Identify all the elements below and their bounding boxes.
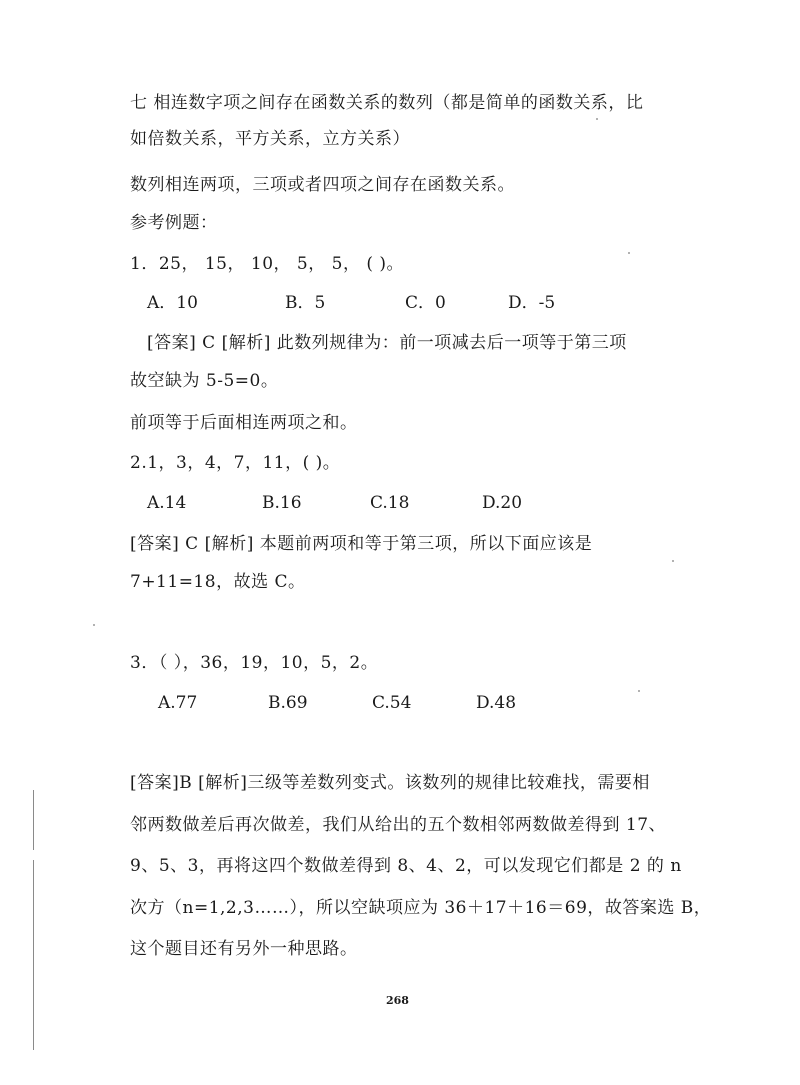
q3-option-c: C.54 [372,693,412,713]
q1-option-a: A．10 [147,293,198,313]
q2-option-b: B.16 [262,493,302,513]
examples-heading: 参考例题： [130,213,218,233]
page-number: 268 [386,994,409,1007]
question-2-answer-line-1: [答案] C [解析] 本题前两项和等于第三项，所以下面应该是 [130,534,593,554]
q2-option-d: D.20 [482,493,523,513]
question-3-answer-line-2: 邻两数做差后再次做差，我们从给出的五个数相邻两数做差得到 17、 [130,815,667,835]
question-3-answer-line-3: 9、5、3，再将这四个数做差得到 8、4、2，可以发现它们都是 2 的 n [130,856,682,876]
section-heading-line-1: 七 相连数字项之间存在函数关系的数列（都是简单的函数关系，比 [130,93,644,113]
q1-option-d: D．-5 [508,293,556,313]
scan-speck [596,118,598,120]
scan-speck [628,252,630,254]
question-3-answer-line-5: 这个题目还有另外一种思路。 [130,939,358,959]
scan-speck [638,690,640,692]
q2-option-a: A.14 [147,493,187,513]
question-1-answer-line-1: [答案] C [解析] 此数列规律为：前一项减去后一项等于第三项 [147,333,627,353]
q3-option-b: B.69 [268,693,308,713]
section-heading-line-2: 如倍数关系，平方关系，立方关系） [130,129,410,149]
scan-speck [93,624,95,626]
question-3-answer-line-1: [答案]B [解析]三级等差数列变式。该数列的规律比较难找，需要相 [130,773,650,793]
q3-option-a: A.77 [158,693,198,713]
scan-margin-mark [33,860,34,1050]
q1-option-c: C．0 [405,293,446,313]
question-2: 2.1，3，4，7，11，( )。 [130,453,341,473]
question-3: 3．（ ），36，19，10，5，2。 [130,653,379,673]
q3-option-d: D.48 [476,693,517,713]
q1-option-b: B．5 [285,293,326,313]
q2-option-c: C.18 [370,493,410,513]
rule-note: 前项等于后面相连两项之和。 [130,413,358,433]
question-1: 1．25， 15， 10， 5， 5， ( )。 [130,254,405,274]
scan-margin-mark [33,790,34,850]
question-1-answer-line-2: 故空缺为 5-5=0。 [130,371,279,391]
scan-speck [672,560,674,562]
question-3-answer-line-4: 次方（n=1,2,3……），所以空缺项应为 36＋17＋16＝69，故答案选 B， [130,898,712,918]
section-description: 数列相连两项，三项或者四项之间存在函数关系。 [130,175,515,195]
question-2-answer-line-2: 7+11=18，故选 C。 [130,572,306,592]
